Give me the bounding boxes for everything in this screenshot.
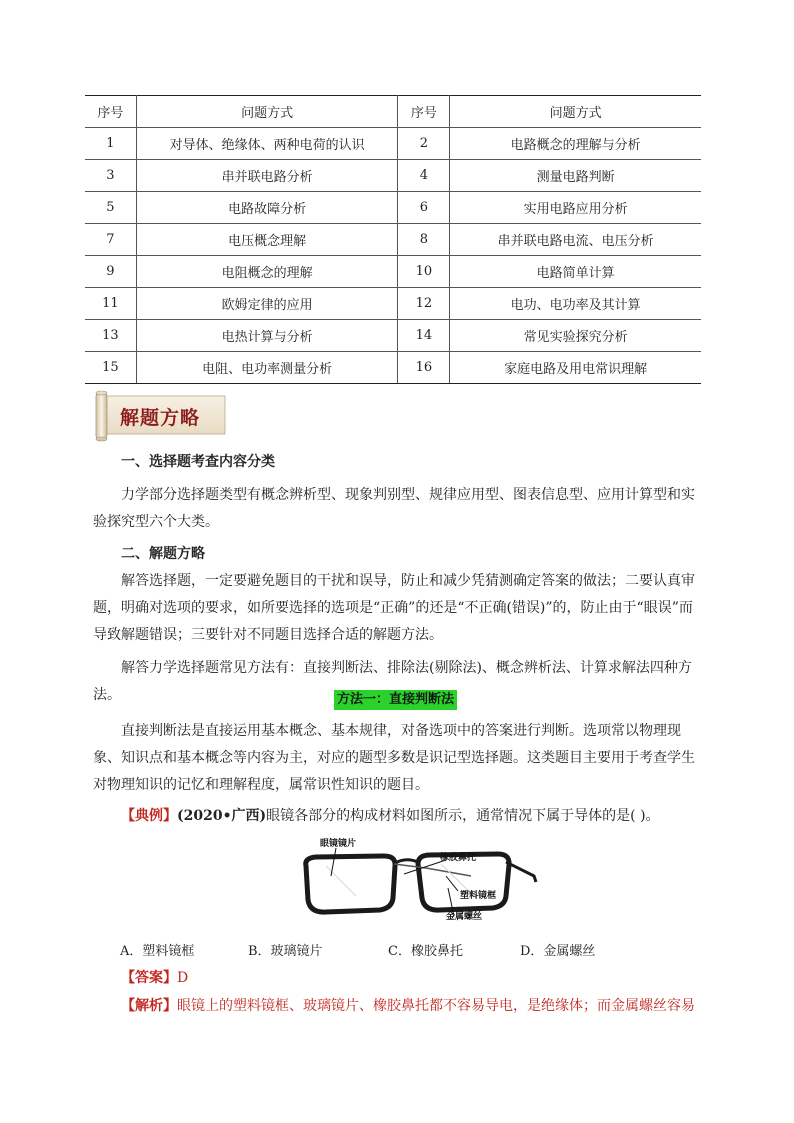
table-cell: 实用电路应用分析 [450, 192, 701, 224]
section2-body-2: 解答力学选择题常见方法有：直接判断法、排除法(剔除法)、概念辨析法、计算求解法四种方法。 [93, 660, 692, 703]
table-row [85, 160, 701, 192]
table-cell: 常见实验探究分析 [450, 320, 701, 352]
table-row [85, 352, 701, 384]
option-d: D．金属螺丝 [520, 944, 596, 959]
analysis-text: 眼镜上的塑料镜框、玻璃镜片、橡胶鼻托都不容易导电，是绝缘体；而金属螺丝容易 [177, 998, 695, 1014]
table-cell: 电功、电功率及其计算 [450, 288, 701, 320]
table-cell: 欧姆定律的应用 [136, 288, 398, 320]
table-row [85, 256, 701, 288]
header-index-2: 序号 [398, 96, 450, 128]
example-tag: 【典例】 [121, 808, 177, 824]
table-cell: 电路故障分析 [136, 192, 398, 224]
table-row [85, 320, 701, 352]
answer-value: D [177, 970, 189, 986]
table-cell: 8 [398, 224, 450, 256]
table-row [85, 224, 701, 256]
answer-tag: 【答案】 [121, 970, 177, 986]
table-cell: 13 [85, 320, 136, 352]
table-cell: 2 [398, 128, 450, 160]
table-cell: 串并联电路电流、电压分析 [450, 224, 701, 256]
table-cell: 12 [398, 288, 450, 320]
table-cell: 14 [398, 320, 450, 352]
table-cell: 5 [85, 192, 136, 224]
example-question: 眼镜各部分的构成材料如图所示，通常情况下属于导体的是( )。 [266, 808, 660, 824]
table-cell: 10 [398, 256, 450, 288]
table-cell: 电压概念理解 [136, 224, 398, 256]
figure-label-screw: 金属螺丝 [446, 912, 483, 922]
table-cell: 对导体、绝缘体、两种电荷的认识 [136, 128, 398, 160]
section1-heading: 一、选择题考查内容分类 [121, 454, 275, 470]
table-row [85, 288, 701, 320]
table-cell: 9 [85, 256, 136, 288]
table-cell: 16 [398, 352, 450, 384]
table-cell: 电路简单计算 [450, 256, 701, 288]
glasses-figure-icon [296, 836, 541, 928]
analysis-tag: 【解析】 [121, 998, 177, 1014]
option-a: A．塑料镜框 [120, 944, 195, 959]
header-index-1: 序号 [85, 96, 136, 128]
table-cell: 15 [85, 352, 136, 384]
section2-heading: 二、解题方略 [121, 546, 205, 562]
table-cell: 电阻概念的理解 [136, 256, 398, 288]
method1-body: 直接判断法是直接运用基本概念、基本规律，对备选项中的答案进行判断。选项常以物理现象、知识点和基本概念等内容为主，对应的题型多数是识记型选择题。这类题目主要用于考查学生对物理知识的记忆和理解程度，属常识性知识的题目。 [93, 723, 695, 793]
table-cell: 7 [85, 224, 136, 256]
table-header-row [85, 96, 701, 128]
answer-line [121, 965, 733, 992]
option-b: B．玻璃镜片 [248, 944, 323, 959]
analysis-line [121, 993, 711, 1020]
table-cell: 串并联电路分析 [136, 160, 398, 192]
table-cell: 家庭电路及用电常识理解 [450, 352, 701, 384]
table-cell: 1 [85, 128, 136, 160]
header-topic-1: 问题方式 [136, 96, 398, 128]
table-cell: 6 [398, 192, 450, 224]
answer-options [120, 938, 680, 965]
example-source: (2020•广西) [177, 808, 267, 824]
header-topic-2: 问题方式 [450, 96, 701, 128]
table-row [85, 192, 701, 224]
section1-body: 力学部分选择题类型有概念辨析型、现象判别型、规律应用型、图表信息型、应用计算型和实验探究型六个大类。 [93, 487, 695, 530]
banner-title: 解题方略 [120, 407, 201, 429]
figure-label-lens: 眼镜镜片 [320, 839, 357, 849]
table-cell: 4 [398, 160, 450, 192]
figure-label-frame: 塑料镜框 [460, 891, 497, 901]
example-question-line [121, 803, 701, 830]
table-row [85, 128, 701, 160]
table-cell: 3 [85, 160, 136, 192]
table-cell: 测量电路判断 [450, 160, 701, 192]
option-c: C．橡胶鼻托 [388, 944, 463, 959]
table-cell: 电阻、电功率测量分析 [136, 352, 398, 384]
table-cell: 电热计算与分析 [136, 320, 398, 352]
method1-title: 方法一：直接判断法 [334, 690, 457, 710]
section2-body-1: 解答选择题，一定要避免题目的干扰和误导，防止和减少凭猜测确定答案的做法；二要认真审题，明确对选项的要求，如所要选择的选项是“正确”的还是“不正确(错误)”的，防止由于“眼误”而导致解题错误；三要针对不同题目选择合适的解题方法。 [93, 573, 695, 643]
figure-label-nose-pad: 橡胶鼻托 [440, 853, 477, 863]
table-cell: 11 [85, 288, 136, 320]
topics-table [85, 95, 701, 384]
table-cell: 电路概念的理解与分析 [450, 128, 701, 160]
